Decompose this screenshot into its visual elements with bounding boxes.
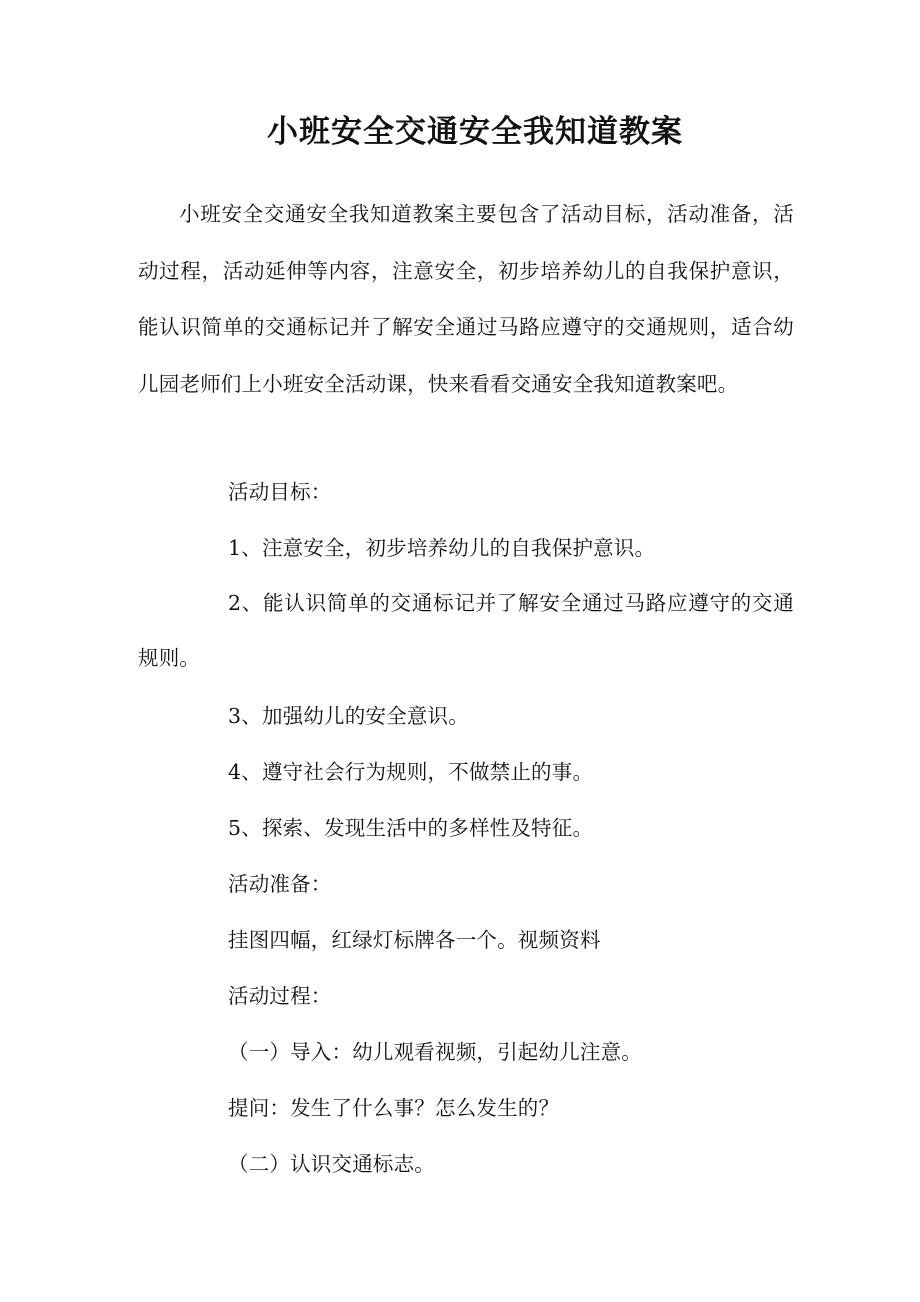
process-step-1: （一）导入：幼儿观看视频，引起幼儿注意。	[228, 1040, 642, 1064]
process-question: 提问：发生了什么事？怎么发生的？	[228, 1096, 560, 1120]
document-title: 小班安全交通安全我知道教案	[267, 114, 683, 150]
process-heading: 活动过程：	[228, 984, 332, 1008]
goal-item-5: 5、探索、发现生活中的多样性及特征。	[228, 816, 594, 840]
prep-text: 挂图四幅，红绿灯标牌各一个。视频资料	[228, 928, 601, 952]
goal-item-4: 4、遵守社会行为规则，不做禁止的事。	[228, 760, 594, 784]
goal-item-2: 2、能认识简单的交通标记并了解安全通过马路应遵守的交通规则。	[138, 591, 794, 670]
goal-item-1: 1、注意安全，初步培养幼儿的自我保护意识。	[228, 536, 656, 560]
prep-heading: 活动准备：	[228, 872, 332, 896]
goals-heading: 活动目标：	[228, 480, 332, 504]
process-step-2: （二）认识交通标志。	[228, 1152, 435, 1176]
intro-paragraph: 小班安全交通安全我知道教案主要包含了活动目标，活动准备，活动过程，活动延伸等内容，注意安全，初步培养幼儿的自我保护意识，能认识简单的交通标记并了解安全通过马路应遵守的交通规则，适合幼儿园老师们上小班安全活动课，快来看看交通安全我知道教案吧。	[138, 202, 794, 396]
goal-item-3: 3、加强幼儿的安全意识。	[228, 704, 469, 728]
